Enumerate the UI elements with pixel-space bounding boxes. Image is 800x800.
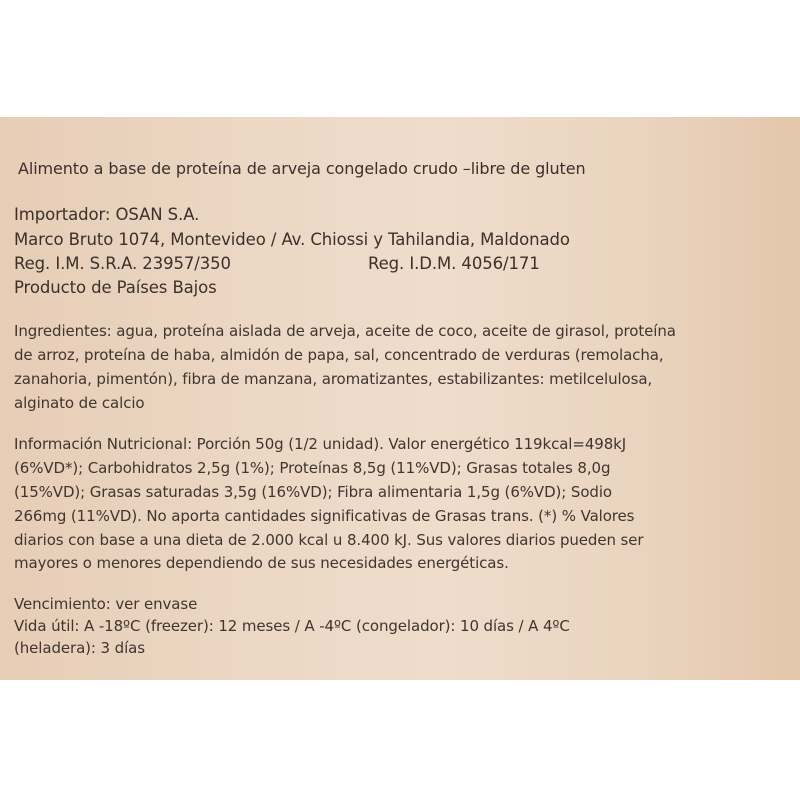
- ingredients-line: zanahoria, pimentón), fibra de manzana, aromatizantes, estabilizantes: metilcelulosa,: [14, 370, 653, 388]
- nutrition-line: 266mg (11%VD). No aporta cantidades significativas de Grasas trans. (*) % Valores: [14, 507, 635, 525]
- ingredients-line: de arroz, proteína de haba, almidón de papa, sal, concentrado de verduras (remolacha,: [14, 346, 664, 364]
- shelf-life-line: (heladera): 3 días: [14, 639, 145, 657]
- reg-sra: Reg. I.M. S.R.A. 23957/350: [14, 254, 231, 273]
- importer-name: Importador: OSAN S.A.: [14, 205, 200, 224]
- nutrition-line: diarios con base a una dieta de 2.000 kcal u 8.400 kJ. Sus valores diarios pueden ser: [14, 531, 644, 549]
- shelf-life-line: Vida útil: A -18ºC (freezer): 12 meses / A -4ºC (congelador): 10 días / A 4ºC: [14, 617, 570, 635]
- expiry-line: Vencimiento: ver envase: [14, 595, 198, 613]
- product-title: Alimento a base de proteína de arveja congelado crudo –libre de gluten: [18, 159, 586, 178]
- nutrition-line: Información Nutricional: Porción 50g (1/2 unidad). Valor energético 119kcal=498kJ: [14, 435, 627, 453]
- ingredients-line: Ingredientes: agua, proteína aislada de arveja, aceite de coco, aceite de girasol, proteína: [14, 322, 676, 340]
- nutrition-line: (6%VD*); Carbohidratos 2,5g (1%); Proteínas 8,5g (11%VD); Grasas totales 8,0g: [14, 459, 611, 477]
- importer-address: Marco Bruto 1074, Montevideo / Av. Chiossi y Tahilandia, Maldonado: [14, 230, 570, 249]
- product-label: [0, 117, 800, 680]
- reg-idm: Reg. I.D.M. 4056/171: [368, 254, 540, 273]
- nutrition-line: (15%VD); Grasas saturadas 3,5g (16%VD); Fibra alimentaria 1,5g (6%VD); Sodio: [14, 483, 612, 501]
- nutrition-line: mayores o menores dependiendo de sus necesidades energéticas.: [14, 554, 509, 572]
- ingredients-line: alginato de calcio: [14, 394, 145, 412]
- product-origin: Producto de Países Bajos: [14, 278, 217, 297]
